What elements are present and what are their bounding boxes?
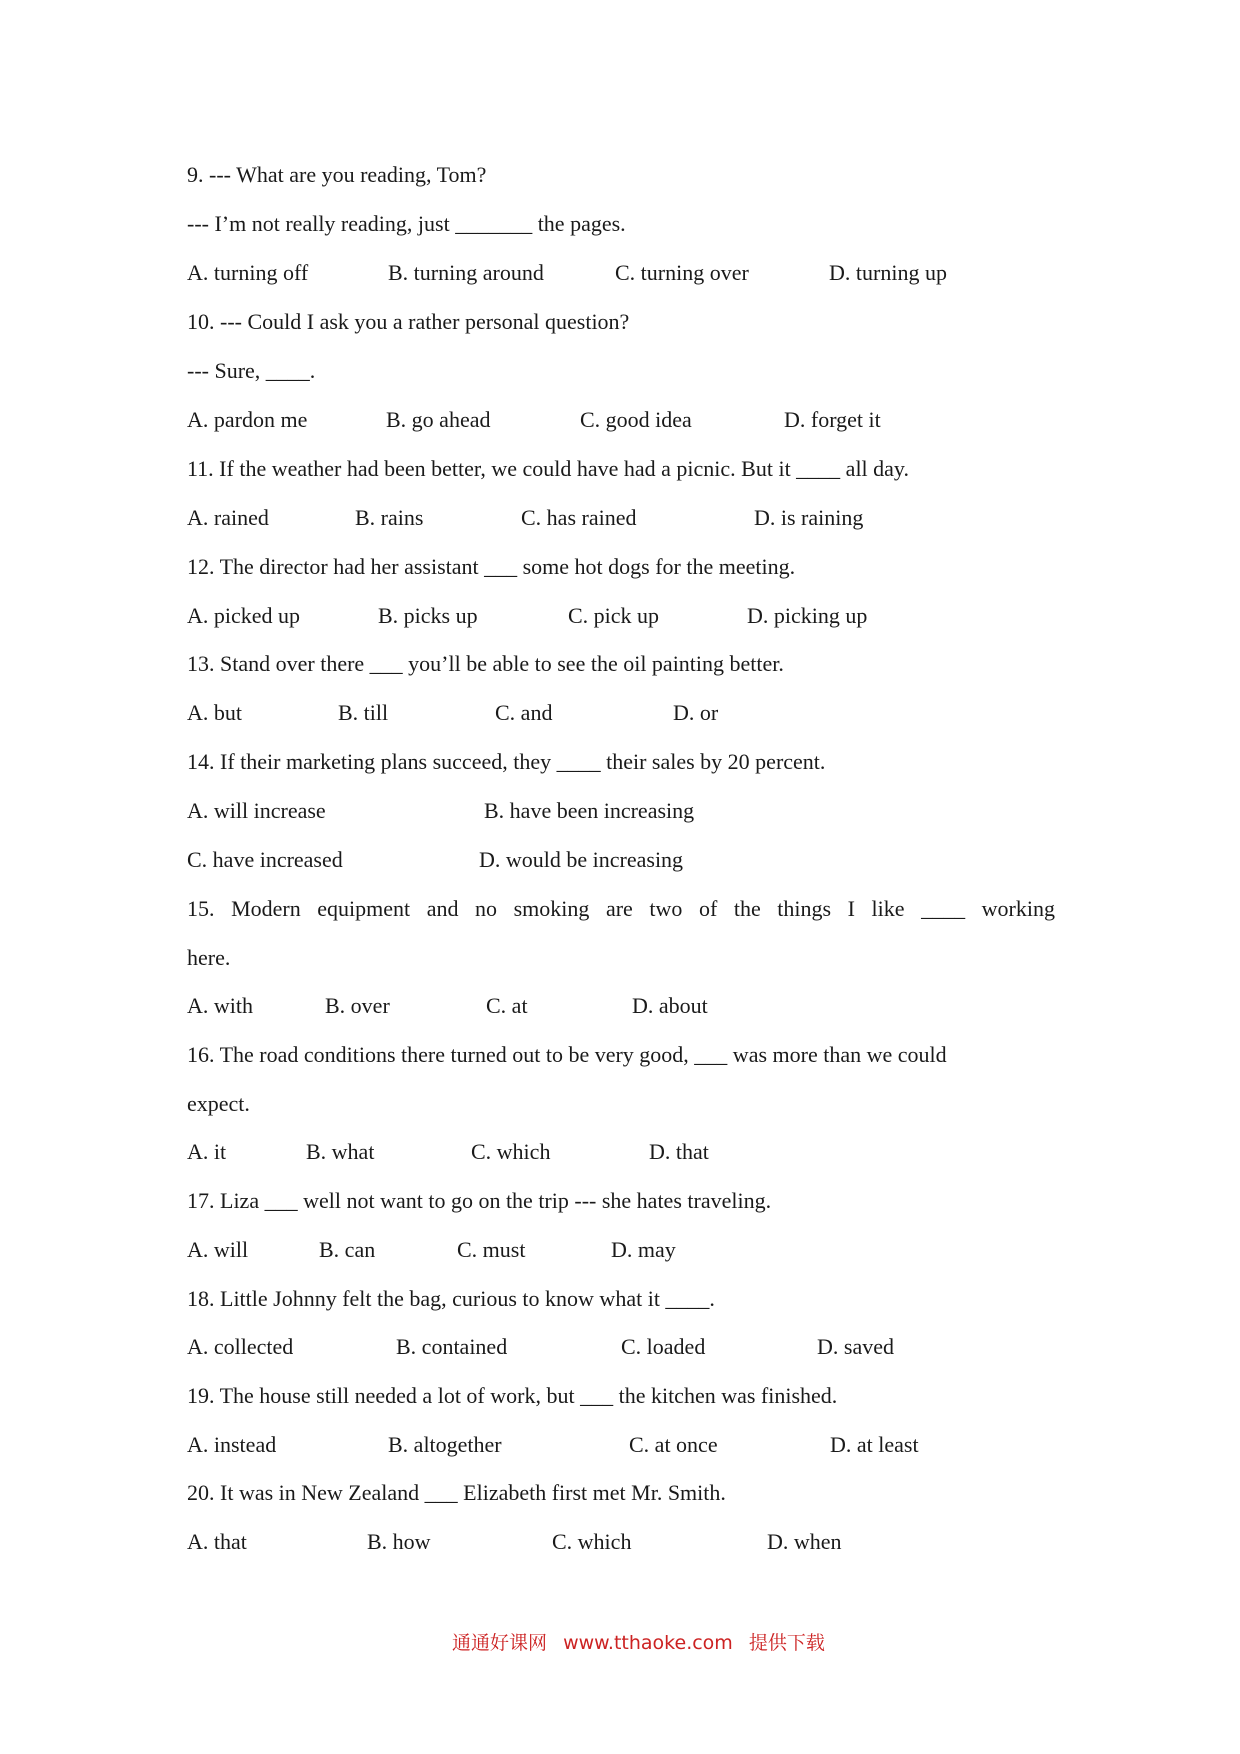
footer-site-name: 通通好课网 — [452, 1632, 548, 1654]
q10-option-d: D. forget it — [784, 407, 881, 432]
q10-stem-line2: --- Sure, ____. — [187, 358, 316, 383]
q12-option-c: C. pick up — [568, 603, 660, 628]
q15-word: of — [698, 896, 718, 921]
q14-option-c: C. have increased — [187, 847, 343, 872]
q16-option-c: C. which — [471, 1139, 551, 1164]
q15-option-c: C. at — [486, 993, 528, 1018]
q13-option-b: B. till — [338, 700, 389, 725]
q17-stem: 17. Liza ___ well not want to go on the trip --- she hates traveling. — [187, 1188, 772, 1213]
q18-option-b: B. contained — [396, 1334, 508, 1359]
q16-option-d: D. that — [649, 1139, 709, 1164]
q18-option-d: D. saved — [817, 1334, 894, 1359]
q15-word: the — [733, 896, 761, 921]
q16-option-b: B. what — [306, 1139, 375, 1164]
q10-option-c: C. good idea — [580, 407, 692, 432]
q15-word: I — [847, 896, 855, 921]
q11-option-b: B. rains — [355, 505, 424, 530]
q20-option-c: C. which — [552, 1529, 632, 1554]
q11-option-a: A. rained — [187, 505, 269, 530]
q15-stem — [187, 896, 1055, 922]
footer-url-link[interactable]: www.tthaoke.com — [563, 1632, 733, 1654]
q10-stem: 10. --- Could I ask you a rather personal question? — [187, 309, 630, 334]
q15-word: equipment — [317, 896, 411, 921]
q14-option-b: B. have been increasing — [484, 798, 695, 823]
q20-stem: 20. It was in New Zealand ___ Elizabeth first met Mr. Smith. — [187, 1480, 726, 1505]
q9-option-a: A. turning off — [187, 260, 309, 285]
q12-option-a: A. picked up — [187, 603, 301, 628]
q11-option-c: C. has rained — [521, 505, 637, 530]
q15-word: smoking — [513, 896, 590, 921]
q13-option-d: D. or — [673, 700, 719, 725]
q19-option-b: B. altogether — [388, 1432, 502, 1457]
q15-option-d: D. about — [632, 993, 708, 1018]
q20-option-d: D. when — [767, 1529, 842, 1554]
q15-word: working — [981, 896, 1055, 921]
footer — [452, 1628, 835, 1655]
q17-option-b: B. can — [319, 1237, 376, 1262]
q15-word: two — [649, 896, 683, 921]
q12-stem: 12. The director had her assistant ___ some hot dogs for the meeting. — [187, 554, 796, 579]
q20-option-b: B. how — [367, 1529, 431, 1554]
q19-option-c: C. at once — [629, 1432, 718, 1457]
q12-option-d: D. picking up — [747, 603, 868, 628]
q17-option-c: C. must — [457, 1237, 526, 1262]
footer-note: 提供下载 — [748, 1632, 825, 1654]
q9-option-d: D. turning up — [829, 260, 947, 285]
q15-stem-line2: here. — [187, 945, 231, 970]
q13-stem: 13. Stand over there ___ you’ll be able to see the oil painting better. — [187, 651, 784, 676]
q14-stem: 14. If their marketing plans succeed, they ____ their sales by 20 percent. — [187, 749, 826, 774]
q10-option-b: B. go ahead — [386, 407, 491, 432]
q15-word: things — [777, 896, 832, 921]
q9-stem: 9. --- What are you reading, Tom? — [187, 162, 487, 187]
q20-option-a: A. that — [187, 1529, 247, 1554]
q14-option-d: D. would be increasing — [479, 847, 684, 872]
q14-option-a: A. will increase — [187, 798, 326, 823]
q11-option-d: D. is raining — [754, 505, 864, 530]
q18-option-a: A. collected — [187, 1334, 294, 1359]
q19-stem: 19. The house still needed a lot of work, but ___ the kitchen was finished. — [187, 1383, 838, 1408]
q15-option-a: A. with — [187, 993, 253, 1018]
q15-word: are — [605, 896, 633, 921]
q19-option-a: A. instead — [187, 1432, 277, 1457]
q16-option-a: A. it — [187, 1139, 227, 1164]
q11-stem: 11. If the weather had been better, we could have had a picnic. But it ____ all day. — [187, 456, 910, 481]
q16-stem-line2: expect. — [187, 1091, 250, 1116]
q19-option-d: D. at least — [830, 1432, 919, 1457]
q15-blank: ____ — [921, 896, 966, 921]
q12-option-b: B. picks up — [378, 603, 478, 628]
q10-option-a: A. pardon me — [187, 407, 308, 432]
q13-option-c: C. and — [495, 700, 553, 725]
q15-word: no — [475, 896, 498, 921]
q9-option-b: B. turning around — [388, 260, 544, 285]
q15-word: and — [426, 896, 459, 921]
q17-option-a: A. will — [187, 1237, 249, 1262]
q15-word: like — [871, 896, 905, 921]
q9-option-c: C. turning over — [615, 260, 749, 285]
q15-word: 15. — [187, 896, 215, 921]
q18-stem: 18. Little Johnny felt the bag, curious to know what it ____. — [187, 1286, 715, 1311]
q13-option-a: A. but — [187, 700, 242, 725]
q18-option-c: C. loaded — [621, 1334, 706, 1359]
q17-option-d: D. may — [611, 1237, 676, 1262]
q15-option-b: B. over — [325, 993, 390, 1018]
q9-stem-line2: --- I’m not really reading, just _______ the pages. — [187, 211, 626, 236]
q16-stem: 16. The road conditions there turned out to be very good, ___ was more than we could — [187, 1042, 947, 1067]
q15-word: Modern — [231, 896, 301, 921]
